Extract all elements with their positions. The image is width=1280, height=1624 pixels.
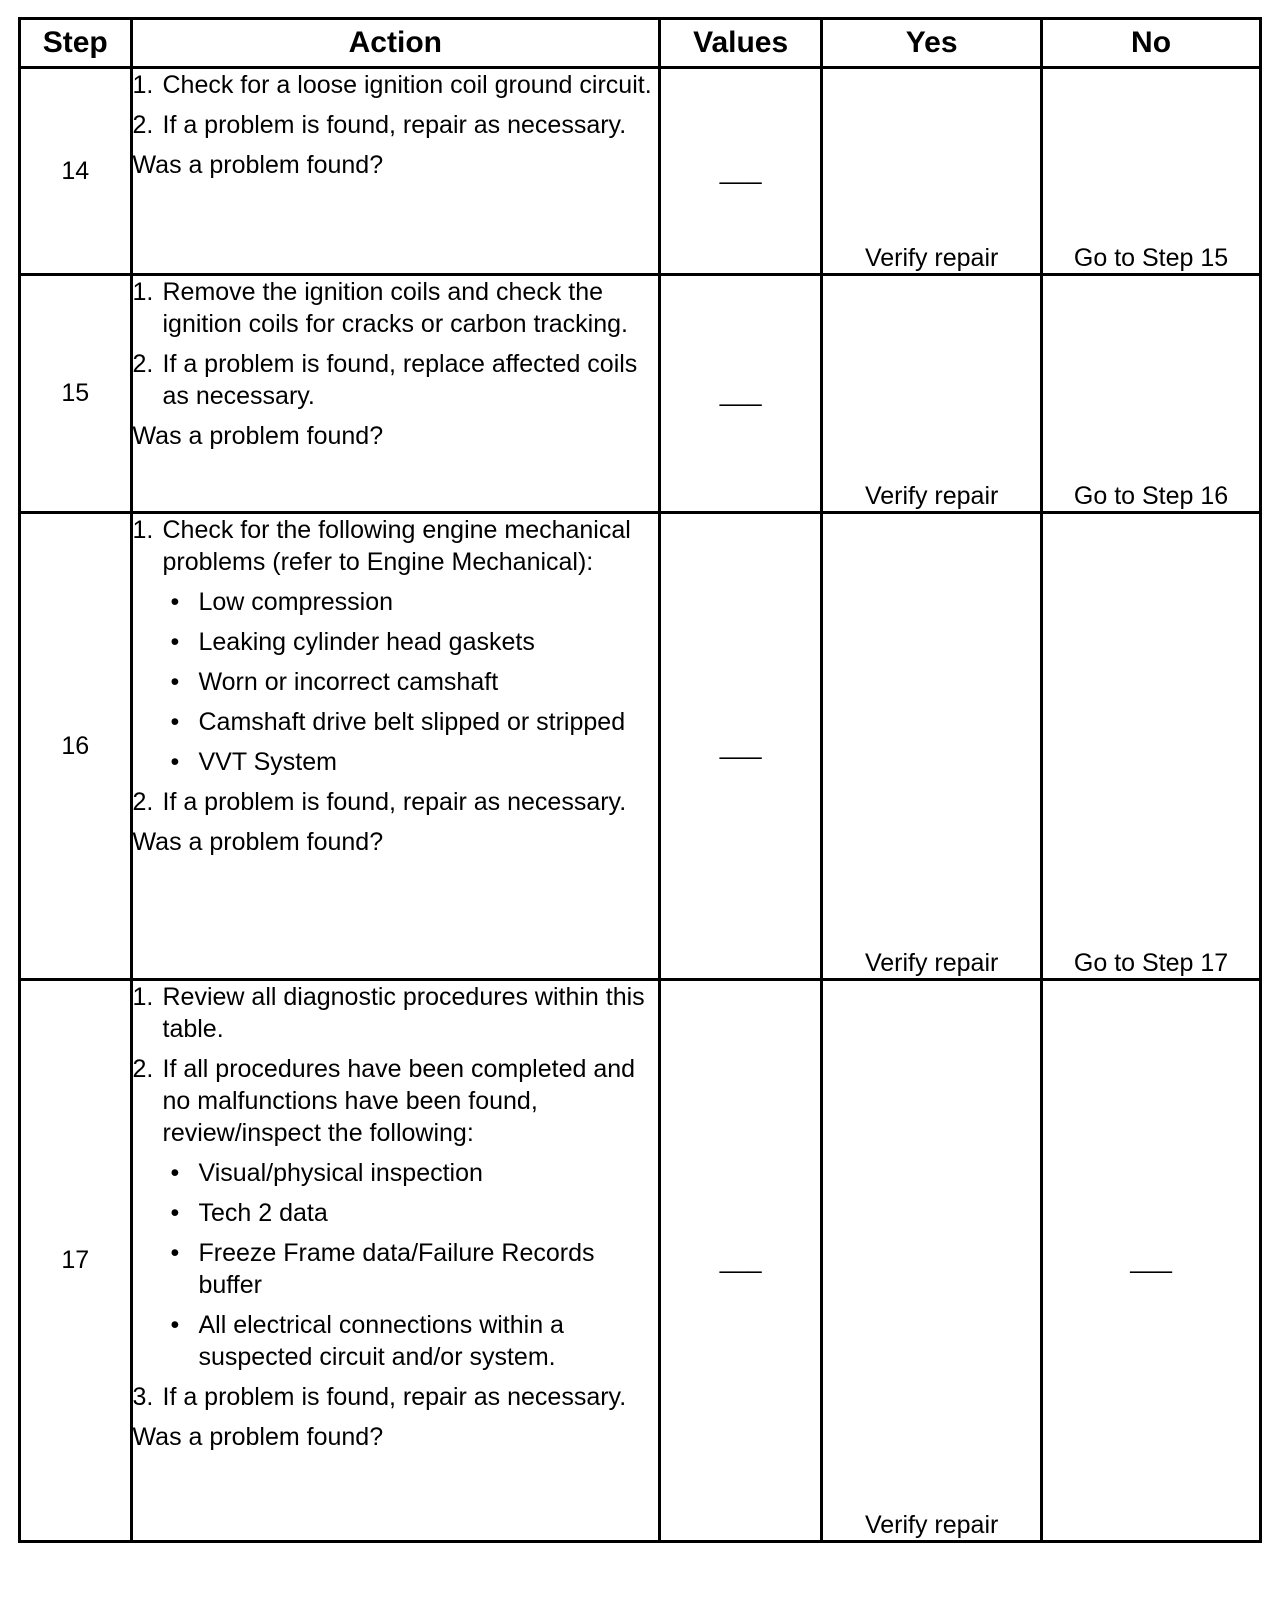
header-row — [20, 19, 1261, 68]
action-text: If a problem is found, repair as necessary. — [162, 1383, 627, 1411]
bullet-item — [133, 1237, 659, 1301]
header-no: No — [1042, 19, 1261, 68]
action-number: 3. — [132, 1383, 154, 1411]
question-text: Was a problem found? — [132, 1423, 384, 1451]
header-values: Values — [660, 19, 822, 68]
bullet-text: Tech 2 data — [198, 1199, 328, 1227]
action-item — [133, 514, 659, 578]
bullet-icon: • — [170, 1199, 180, 1227]
bullet-icon: • — [170, 1239, 180, 1267]
diagnostic-table-page — [18, 17, 1262, 1543]
action-item — [133, 109, 659, 141]
bullet-item — [133, 626, 659, 658]
bullet-item — [133, 1309, 659, 1373]
action-number: 1. — [132, 983, 154, 1011]
action-cell — [131, 980, 660, 1542]
bullet-icon: • — [170, 1159, 180, 1187]
yes-cell: Verify repair — [822, 275, 1042, 513]
action-text: Review all diagnostic procedures within this table. — [162, 983, 645, 1043]
bullet-icon: • — [170, 708, 180, 736]
bullet-text: Visual/physical inspection — [198, 1159, 483, 1187]
step-number: 17 — [20, 980, 132, 1542]
action-number: 1. — [132, 278, 154, 306]
action-item — [133, 348, 659, 412]
action-cell — [131, 68, 660, 275]
bullet-icon: • — [170, 748, 180, 776]
action-number: 2. — [132, 788, 154, 816]
yes-cell: Verify repair — [822, 513, 1042, 980]
bullet-item — [133, 746, 659, 778]
action-text: If all procedures have been completed and no malfunctions have been found, review/inspect the following: — [162, 1055, 636, 1147]
bullet-text: Low compression — [198, 588, 394, 616]
bullet-icon: • — [170, 588, 180, 616]
question-text: Was a problem found? — [132, 151, 384, 179]
bullet-item — [133, 586, 659, 618]
action-number: 1. — [132, 516, 154, 544]
table-row — [20, 980, 1261, 1542]
action-item — [133, 981, 659, 1045]
action-number: 1. — [132, 71, 154, 99]
bullet-icon: • — [170, 668, 180, 696]
header-yes: Yes — [822, 19, 1042, 68]
action-item — [133, 1381, 659, 1413]
action-item — [133, 276, 659, 340]
yes-cell: Verify repair — [822, 68, 1042, 275]
action-number: 2. — [132, 350, 154, 378]
bullet-text: Leaking cylinder head gaskets — [198, 628, 535, 656]
action-item — [133, 69, 659, 101]
bullet-item — [133, 666, 659, 698]
no-cell: Go to Step 16 — [1042, 275, 1261, 513]
bullet-text: Freeze Frame data/Failure Records buffer — [198, 1239, 595, 1299]
action-number: 2. — [132, 111, 154, 139]
action-text: Check for the following engine mechanical problems (refer to Engine Mechanical): — [162, 516, 631, 576]
bullet-item — [133, 706, 659, 738]
yes-cell: Verify repair — [822, 980, 1042, 1542]
action-item — [133, 786, 659, 818]
header-step: Step — [20, 19, 132, 68]
step-number: 15 — [20, 275, 132, 513]
values-cell: ___ — [660, 275, 822, 513]
no-cell: ___ — [1042, 980, 1261, 1542]
action-text: Remove the ignition coils and check the ignition coils for cracks or carbon tracking. — [162, 278, 628, 338]
action-text: If a problem is found, repair as necessary. — [162, 788, 627, 816]
bullet-item — [133, 1197, 659, 1229]
bullet-text: Camshaft drive belt slipped or stripped — [198, 708, 626, 736]
bullet-icon: • — [170, 1311, 180, 1339]
action-item — [133, 1053, 659, 1149]
table-row — [20, 68, 1261, 275]
header-action: Action — [131, 19, 660, 68]
diagnostic-table — [18, 17, 1262, 1543]
action-cell — [131, 275, 660, 513]
bullet-text: Worn or incorrect camshaft — [198, 668, 499, 696]
question-text: Was a problem found? — [132, 422, 384, 450]
bullet-text: VVT System — [198, 748, 337, 776]
table-row — [20, 275, 1261, 513]
bullet-item — [133, 1157, 659, 1189]
bullet-list — [133, 586, 659, 778]
table-body — [20, 68, 1261, 1542]
action-cell — [131, 513, 660, 980]
action-text: If a problem is found, repair as necessary. — [162, 111, 627, 139]
action-number: 2. — [132, 1055, 154, 1083]
step-number: 16 — [20, 513, 132, 980]
step-number: 14 — [20, 68, 132, 275]
action-text: If a problem is found, replace affected coils as necessary. — [162, 350, 638, 410]
bullet-text: All electrical connections within a suspected circuit and/or system. — [198, 1311, 564, 1371]
bullet-icon: • — [170, 628, 180, 656]
bullet-list — [133, 1157, 659, 1373]
action-text: Check for a loose ignition coil ground circuit. — [162, 71, 652, 99]
no-cell: Go to Step 17 — [1042, 513, 1261, 980]
table-row — [20, 513, 1261, 980]
no-cell: Go to Step 15 — [1042, 68, 1261, 275]
values-cell: ___ — [660, 513, 822, 980]
values-cell: ___ — [660, 68, 822, 275]
question-text: Was a problem found? — [132, 828, 384, 856]
values-cell: ___ — [660, 980, 822, 1542]
